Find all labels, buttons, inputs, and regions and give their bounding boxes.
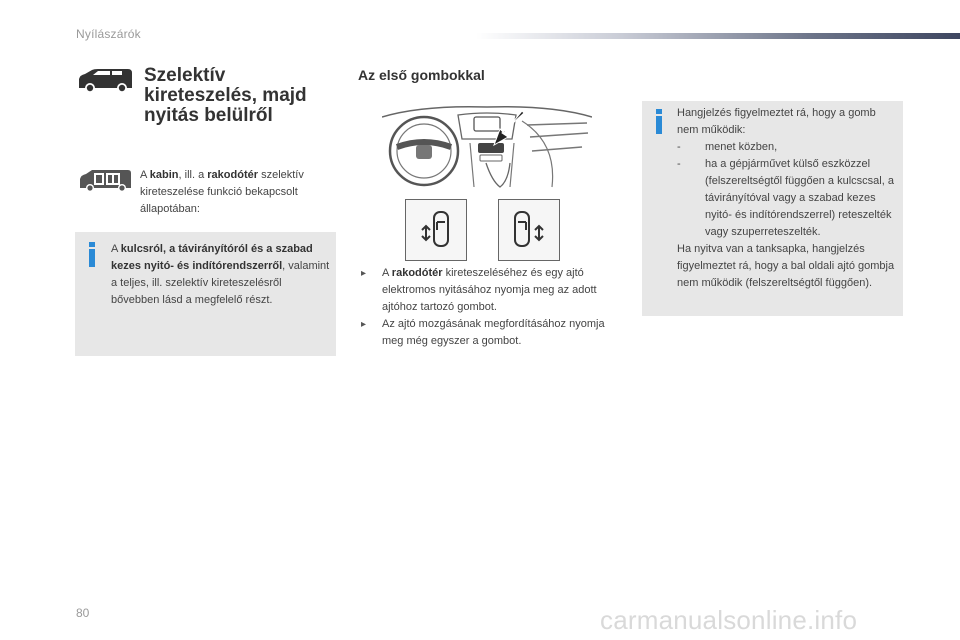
sliding-door-left-icon xyxy=(406,200,466,260)
bold-text: kabin xyxy=(149,169,179,181)
instruction-step xyxy=(358,316,620,350)
dash-marker: - xyxy=(677,158,681,170)
dashboard-illustration xyxy=(382,103,592,189)
info-icon xyxy=(89,249,95,267)
text: A xyxy=(140,169,150,181)
list-item xyxy=(677,156,899,241)
header-bar xyxy=(476,33,960,39)
instruction-step xyxy=(358,265,620,316)
text: A xyxy=(111,243,121,255)
bold-text: kulcsról, a távirányítóról és a szabad kezes nyitó- és indítórendszerről xyxy=(111,243,313,272)
section-title xyxy=(144,66,344,126)
text: , ill. a xyxy=(178,169,208,181)
list-item-text: ha a gépjárművet külső eszközzel (felszereltségtől függően a kulcscsal, a távirányítóval vagy a szabad kezes nyitó- és indítórendszerrel) reteszelték vagy szuperreteszelték. xyxy=(705,158,894,238)
sliding-door-left-button[interactable] xyxy=(405,199,467,261)
text: , valamint a teljes, ill. szelektív kireteszelésről bővebben lásd a megfelelő részt. xyxy=(111,260,330,306)
text: A xyxy=(382,267,392,279)
dash-marker: - xyxy=(677,141,681,153)
step-marker-icon: ▸ xyxy=(361,319,367,330)
section-title-line: Szelektív xyxy=(144,65,226,86)
list-item xyxy=(677,139,899,156)
watermark: carmanualsonline.info xyxy=(600,605,858,635)
info-box xyxy=(642,101,903,316)
info-box xyxy=(75,232,336,356)
step-marker-icon: ▸ xyxy=(361,268,367,279)
info-intro: Hangjelzés figyelmeztet rá, hogy a gomb nem működik: xyxy=(677,107,876,136)
list-item-text: menet közben, xyxy=(705,141,778,153)
van-icon xyxy=(76,66,134,94)
section-title-line: nyitás belülről xyxy=(144,105,273,126)
sliding-door-right-icon xyxy=(499,200,559,260)
intro-paragraph xyxy=(140,167,332,218)
instruction-list xyxy=(358,265,620,350)
text: Az ajtó mozgásának megfordításához nyomja meg még egyszer a gombot. xyxy=(382,318,605,347)
subsection-title: Az első gombokkal xyxy=(358,67,485,83)
page-number: 80 xyxy=(76,606,90,620)
info-icon xyxy=(656,116,662,134)
info-box-text xyxy=(677,105,899,292)
section-title-line: kireteszelés, majd xyxy=(144,85,307,106)
info-outro: Ha nyitva van a tanksapka, hangjelzés figyelmeztet rá, hogy a bal oldali ajtó gombja nem működik (felszereltségtől függően). xyxy=(677,243,895,289)
info-box-text xyxy=(111,241,331,309)
cabin-cargo-door-icon xyxy=(78,167,132,195)
text: kireteszeléséhez és egy ajtó elektromos nyitásához nyomja meg az adott ajtóhoz tartozó gombot. xyxy=(382,267,597,313)
chapter-title: Nyílászárók xyxy=(76,27,141,41)
bold-text: rakodótér xyxy=(391,267,443,279)
bold-text: rakodótér xyxy=(207,169,259,181)
sliding-door-right-button[interactable] xyxy=(498,199,560,261)
text: szelektív kireteszelése funkció bekapcsolt állapotában: xyxy=(140,169,304,215)
